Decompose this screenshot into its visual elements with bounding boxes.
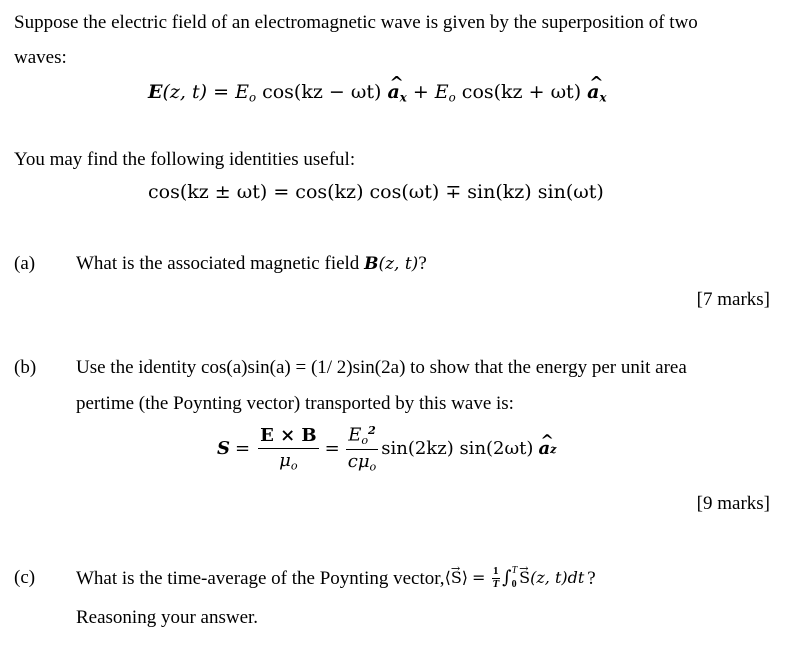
integral-sign: ∫ (502, 567, 512, 589)
question-a-label: (a) (14, 253, 36, 274)
question-c-label: (c) (14, 567, 36, 588)
integral-limits: T 0 (511, 565, 518, 591)
question-a-marks: [7 marks] (696, 289, 770, 310)
unit-vector-ax: ^ a (387, 83, 399, 102)
intro-line-2: waves: (14, 47, 67, 68)
time-average-S: ⟨→ S⟩ (445, 570, 468, 586)
question-c-line-2: Reasoning your answer. (76, 607, 259, 628)
intro-line-1: Suppose the electric field of an electromagnetic wave is given by the superposition of two (14, 12, 698, 33)
question-b-marks: [9 marks] (696, 493, 770, 514)
fraction-e0sq-over-cmu: $\frac{E_o^2}{c\mu_o}$ (347, 424, 377, 474)
question-b-line-2: pertime (the Poynting vector) transported by this wave is: (76, 393, 514, 414)
identities-intro: You may find the following identities useful: (14, 149, 356, 170)
poynting-equation: S = $\frac{E \times B}{\mu_o}$ = $\frac{E_o^2}{c\mu_o}$ sin(2kz) sin(2ωt) ^ a z (217, 425, 556, 474)
question-a-text: What is the associated magnetic field B(z, t)? (76, 253, 427, 274)
trig-identity: cos(kz ± ωt) = cos(kz) cos(ωt) ∓ sin(kz) sin(ωt) (148, 181, 604, 203)
fraction-exb-over-mu: $\frac{E \times B}{\mu_o}$ (260, 425, 317, 473)
question-b-label: (b) (14, 357, 37, 378)
electric-field-equation: E(z, $t) = E_o$ cos(kz − ωt) ^ $a_x + E_o$ cos(kz + ωt) ^ $a_x$ (148, 83, 606, 104)
one-over-T: $\frac{1}{T}$ (492, 565, 500, 590)
question-c-text: What is the time-average of the Poynting vector, ⟨→ S⟩ = $\frac{1}{T}$ ∫ T 0 → S(z, t)dt ? (76, 566, 596, 590)
unit-vector-az: ^ a (538, 440, 550, 458)
unit-vector-ax: ^ a (587, 83, 599, 102)
question-b-line-1: Use the identity cos(a)sin(a) = (1/ 2)sin(2a) to show that the energy per unit area (76, 357, 687, 378)
